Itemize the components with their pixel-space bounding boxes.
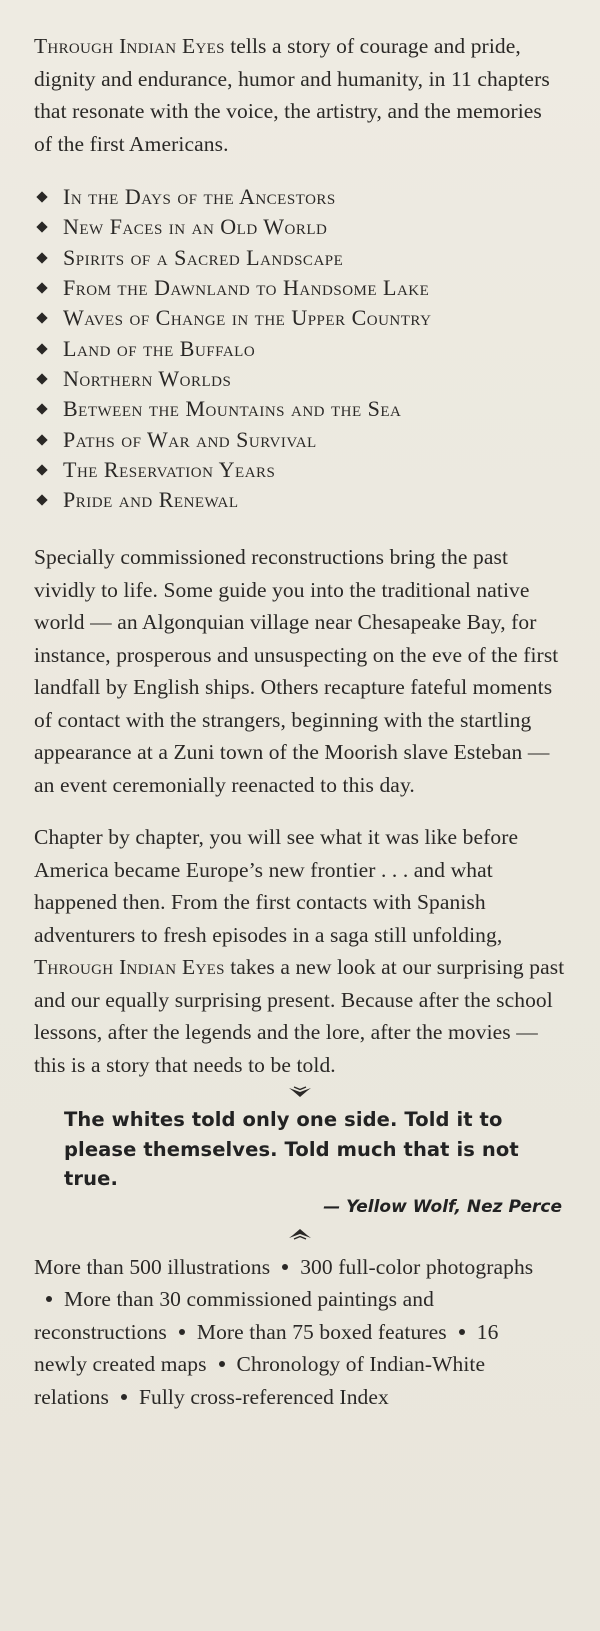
bullet-dot-icon xyxy=(459,1329,465,1335)
chapter-list xyxy=(34,182,566,515)
list-item xyxy=(34,364,566,394)
chapter-title: From the Dawnland to Handsome Lake xyxy=(63,275,430,301)
feature-item: Chronology of Indian-White relations xyxy=(34,1352,486,1409)
intro-paragraph xyxy=(34,30,554,160)
diamond-bullet-icon xyxy=(36,343,47,354)
list-item xyxy=(34,424,566,454)
diamond-bullet-icon xyxy=(36,222,47,233)
feature-item: 300 full-color photographs xyxy=(300,1254,534,1279)
list-item xyxy=(34,303,566,333)
diamond-bullet-icon xyxy=(36,404,47,415)
chapter-title: Paths of War and Survival xyxy=(63,426,317,452)
arrowhead-ornament-icon xyxy=(288,1085,312,1099)
list-item xyxy=(34,212,566,242)
paragraph-book-title: Through Indian Eyes xyxy=(34,955,225,980)
chapter-title: Land of the Buffalo xyxy=(63,335,256,361)
intro-text: tells a story of courage and pride, dignity and endurance, humor and humanity, in 11 chapters that resonate with the voice, the artistry, and the memories of the first Americans. xyxy=(34,34,550,156)
diamond-bullet-icon xyxy=(36,313,47,324)
diamond-bullet-icon xyxy=(36,252,47,263)
chapter-title: Spirits of a Sacred Landscape xyxy=(63,244,344,270)
diamond-bullet-icon xyxy=(36,373,47,384)
diamond-bullet-icon xyxy=(36,282,47,293)
diamond-bullet-icon xyxy=(36,464,47,475)
diamond-bullet-icon xyxy=(36,434,47,445)
quote-text: The whites told only one side. Told it to please themselves. Told much that is not true. xyxy=(64,1108,519,1191)
intro-book-title: Through Indian Eyes xyxy=(34,34,225,58)
paragraph-text: takes a new look at our surprising past and our equally surprising present. Because after the school lessons, after the legends and the lore, after the movies — this is a story that needs to be told. xyxy=(34,955,565,1077)
quote-attribution: — Yellow Wolf, Nez Perce xyxy=(323,1196,562,1217)
bullet-dot-icon xyxy=(219,1361,225,1367)
arrowhead-ornament-icon xyxy=(288,1227,312,1241)
bullet-dot-icon xyxy=(46,1296,52,1302)
bullet-dot-icon xyxy=(179,1329,185,1335)
list-item xyxy=(34,243,566,273)
feature-item: More than 75 boxed features xyxy=(196,1319,447,1344)
list-item xyxy=(34,333,566,363)
feature-item: 16 newly created maps xyxy=(34,1319,499,1377)
list-item xyxy=(34,394,566,424)
pull-quote xyxy=(64,1105,564,1217)
chapter-title: New Faces in an Old World xyxy=(63,214,328,240)
reconstructions-paragraph: Specially commissioned reconstructions bring the past vividly to life. Some guide you into the traditional native world — an Algonquian village near Chesapeake Bay, for instance, prosperous and unsuspecting on the eve of the first landfall by English ships. Others recapture fateful moments of contact with the strangers, beginning with the startling appearance at a Zuni town of the Moorish slave Esteban — an event ceremonially reenacted to this day. xyxy=(34,545,559,797)
chapter-title: In the Days of the Ancestors xyxy=(63,184,336,210)
chapter-title: The Reservation Years xyxy=(63,456,276,482)
chapter-by-chapter-paragraph xyxy=(34,821,566,1081)
chapter-title: Between the Mountains and the Sea xyxy=(63,396,402,422)
list-item xyxy=(34,182,566,212)
diamond-bullet-icon xyxy=(36,494,47,505)
list-item xyxy=(34,485,566,515)
paragraph-text: Chapter by chapter, you will see what it was like before America became Europe’s new frontier . . . and what happened then. From the first contacts with Spanish adventurers to fresh episodes in a saga still unfolding, xyxy=(34,825,519,947)
bullet-dot-icon xyxy=(121,1394,127,1400)
chapter-title: Waves of Change in the Upper Country xyxy=(63,305,432,331)
bullet-dot-icon xyxy=(282,1264,288,1270)
feature-item: Fully cross-referenced Index xyxy=(138,1384,389,1409)
chapter-title: Pride and Renewal xyxy=(63,487,239,513)
feature-item: More than 30 commissioned paintings and reconstructions xyxy=(34,1287,434,1344)
diamond-bullet-icon xyxy=(36,191,47,202)
chapter-title: Northern Worlds xyxy=(63,365,232,391)
list-item xyxy=(34,273,566,303)
features-list xyxy=(34,1251,544,1414)
feature-item: More than 500 illustrations xyxy=(34,1254,271,1279)
list-item xyxy=(34,455,566,485)
